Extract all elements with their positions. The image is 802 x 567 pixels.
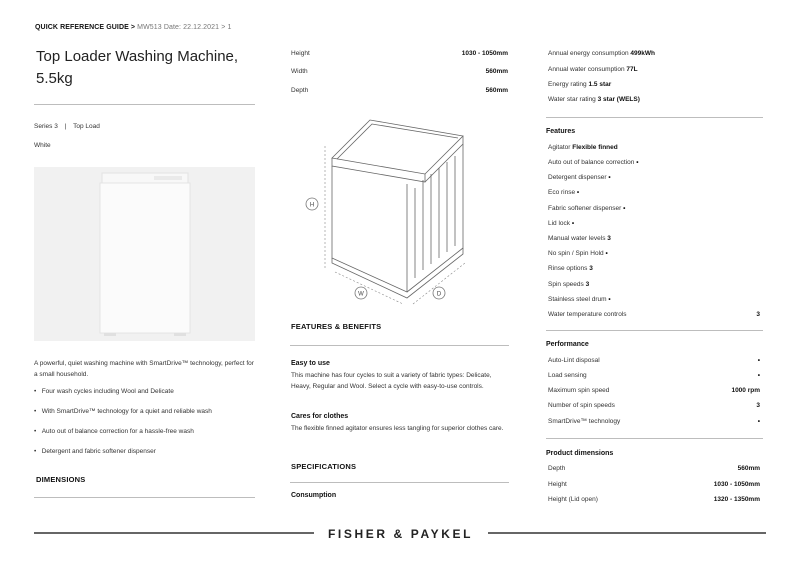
depth-marker-label: D [436, 291, 442, 298]
row-value: 499kWh [630, 50, 655, 57]
performance-row-label: SmartDrive™ technology [548, 418, 621, 425]
feature-row [548, 265, 593, 272]
row-label: Auto out of balance correction [548, 159, 635, 166]
row-label: Energy rating [548, 81, 587, 88]
consumption-row [548, 50, 655, 57]
list-item: • Auto out of balance correction for a hassle-free wash [34, 428, 194, 435]
dim-value-height: 1030 - 1050mm [461, 50, 508, 57]
list-item-text: Detergent and fabric softener dispenser [41, 448, 156, 455]
list-item-text: Auto out of balance correction for a hassle-free wash [41, 428, 194, 435]
row-value: • [608, 174, 611, 181]
divider [546, 330, 763, 331]
series-line [34, 123, 100, 130]
feature-row [548, 296, 611, 303]
cares-for-clothes-text: The flexible finned agitator ensures less tangling for superior clothes care. [291, 425, 504, 432]
washing-machine-photo [34, 167, 255, 341]
type-label: Top Load [73, 123, 100, 130]
product-image [34, 167, 255, 341]
list-item: • Detergent and fabric softener dispenser [34, 448, 156, 455]
row-value: • [571, 220, 575, 227]
dim-label-depth: Depth [291, 87, 309, 94]
dim-value-depth: 560mm [485, 87, 508, 94]
cares-for-clothes-heading: Cares for clothes [291, 413, 349, 420]
row-label: Annual water consumption [548, 66, 625, 73]
consumption-row [548, 81, 611, 88]
row-label: Water star rating [548, 96, 596, 103]
dimension-row-label: Height (Lid open) [548, 496, 598, 503]
divider [34, 497, 255, 498]
list-item-text: With SmartDrive™ technology for a quiet and reliable wash [41, 408, 212, 415]
consumption-heading: Consumption [291, 492, 337, 499]
performance-heading: Performance [546, 341, 589, 348]
breadcrumb-page: 1 [227, 24, 232, 31]
performance-row-label: Maximum spin speed [548, 387, 610, 394]
feature-row [548, 235, 611, 242]
feature-row [548, 144, 618, 151]
intro-text: A powerful, quiet washing machine with SmartDrive™ technology, perfect for a small household. [34, 360, 254, 378]
row-value: • [605, 250, 608, 257]
feature-row [548, 220, 574, 227]
features-benefits-heading: FEATURES & BENEFITS [291, 322, 382, 331]
row-value: • [623, 205, 626, 212]
row-value: 3 star (WELS) [597, 96, 640, 103]
row-value: • [576, 189, 580, 196]
divider [546, 438, 763, 439]
row-label: Agitator [548, 144, 571, 151]
row-value: Flexible finned [572, 144, 618, 151]
performance-row-value: • [757, 372, 760, 379]
performance-row-value: • [757, 418, 760, 425]
divider [290, 345, 509, 346]
breadcrumb-model: MW513 [137, 24, 162, 31]
width-marker-label: W [358, 291, 364, 298]
performance-row-value: 3 [756, 402, 760, 409]
row-value: 3 [585, 281, 590, 288]
performance-row-value: • [757, 357, 760, 364]
dimension-row-value: 560mm [737, 465, 760, 472]
performance-row-label: Load sensing [548, 372, 587, 379]
feature-row [548, 250, 608, 257]
consumption-row [548, 66, 638, 73]
row-label: Fabric softener dispenser [548, 205, 622, 212]
row-value: 77L [626, 66, 638, 73]
feature-row [548, 205, 625, 212]
height-marker-label: H [309, 202, 315, 209]
performance-row-label: Auto-Lint disposal [548, 357, 600, 364]
feature-row [548, 159, 638, 166]
row-value: • [608, 296, 611, 303]
row-label: Spin speeds [548, 281, 584, 288]
dim-value-width: 560mm [485, 68, 508, 75]
specifications-heading: SPECIFICATIONS [291, 462, 357, 471]
easy-to-use-text: This machine has four cycles to suit a variety of fabric types: Delicate, Heavy, Regular and Wool. Select a cycle with easy-to-use controls. [291, 372, 492, 390]
feature-row-value: 3 [756, 311, 760, 318]
feature-row [548, 174, 611, 181]
consumption-row [548, 96, 640, 103]
row-value: 3 [607, 235, 611, 242]
feature-row [548, 189, 579, 196]
row-label: Lid lock [548, 220, 571, 227]
dimension-row-value: 1030 - 1050mm [713, 481, 760, 488]
row-value: 3 [589, 265, 593, 272]
divider [546, 117, 763, 118]
list-item: • With SmartDrive™ technology for a quiet and reliable wash [34, 408, 212, 415]
footer-rule-left [34, 532, 314, 534]
performance-row-label: Number of spin speeds [548, 402, 615, 409]
performance-row-value: 1000 rpm [731, 387, 760, 394]
series-separator: | [64, 123, 67, 130]
divider [290, 482, 509, 483]
dimension-row-label: Depth [548, 465, 566, 472]
row-label: No spin / Spin Hold [548, 250, 604, 257]
series-label: Series 3 [34, 123, 58, 130]
title-line1: Top Loader Washing Machine, [36, 48, 239, 65]
dim-label-height: Height [291, 50, 310, 57]
dimension-diagram [295, 108, 480, 306]
feature-row-label: Water temperature controls [548, 311, 627, 318]
feature-row [548, 281, 589, 288]
row-label: Eco rinse [548, 189, 576, 196]
dimensions-heading: DIMENSIONS [36, 475, 86, 484]
dimension-row-label: Height [548, 481, 567, 488]
row-label: Rinse options [548, 265, 588, 272]
features-heading: Features [546, 128, 576, 135]
list-item-text: Four wash cycles including Wool and Delicate [41, 388, 174, 395]
title-line2: 5.5kg [36, 70, 73, 87]
row-value: 1.5 star [588, 81, 612, 88]
product-dimensions-heading: Product dimensions [546, 450, 614, 457]
dim-label-width: Width [291, 68, 308, 75]
row-value: • [636, 159, 639, 166]
page-title [36, 46, 266, 90]
row-label: Annual energy consumption [548, 50, 629, 57]
brand-logo: FISHER & PAYKEL [328, 527, 474, 541]
breadcrumb-guide: QUICK REFERENCE GUIDE > [35, 24, 136, 31]
divider [34, 104, 255, 105]
color-label: White [34, 142, 51, 149]
dimension-row-value: 1320 - 1350mm [713, 496, 760, 503]
footer-rule-right [488, 532, 766, 534]
row-label: Manual water levels [548, 235, 606, 242]
row-label: Stainless steel drum [548, 296, 607, 303]
breadcrumb [35, 24, 231, 31]
list-item: • Four wash cycles including Wool and Delicate [34, 388, 174, 395]
breadcrumb-date: Date: 22.12.2021 > [163, 24, 226, 31]
row-label: Detergent dispenser [548, 174, 607, 181]
easy-to-use-heading: Easy to use [291, 360, 330, 367]
